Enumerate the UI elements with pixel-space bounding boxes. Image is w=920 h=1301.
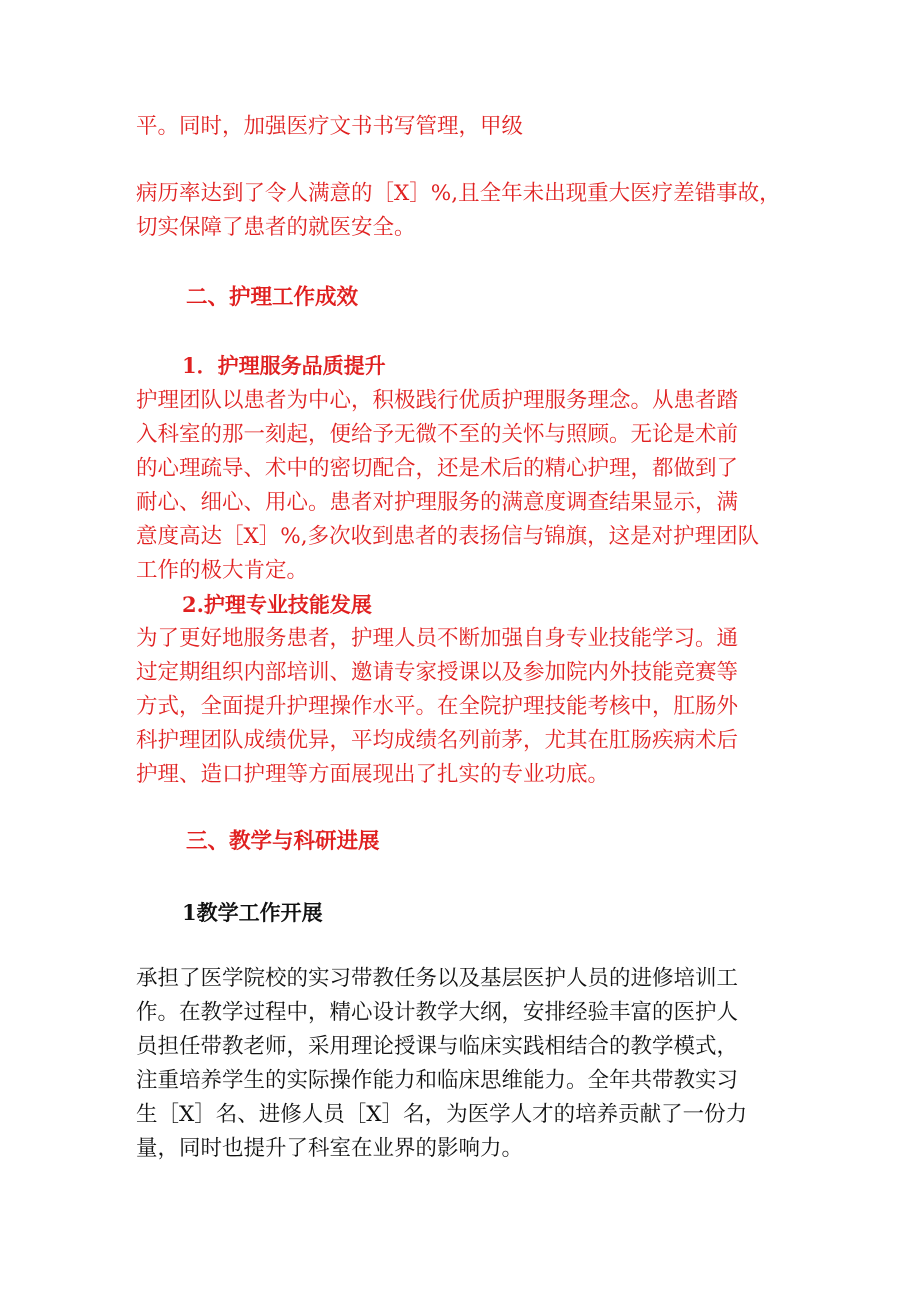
paragraph-line: 员担任带教老师，采用理论授课与临床实践相结合的教学模式，: [136, 1034, 739, 1059]
paragraph-line: 平。同时，加强医疗文书书写管理，甲级: [136, 114, 524, 139]
subsection-title: 1教学工作开展: [182, 900, 323, 925]
paragraph-line: 方式，全面提升护理操作水平。在全院护理技能考核中，肛肠外: [136, 694, 739, 719]
paragraph-line: 病历率达到了令人满意的［X］%,且全年未出现重大医疗差错事故，: [136, 181, 781, 206]
paragraph-line: 护理、造口护理等方面展现出了扎实的专业功底。: [136, 762, 610, 787]
paragraph-line: 作。在教学过程中，精心设计教学大纲，安排经验丰富的医护人: [136, 1000, 739, 1025]
paragraph-line: 过定期组织内部培训、邀请专家授课以及参加院内外技能竞赛等: [136, 660, 739, 685]
paragraph-line: 生［X］名、进修人员［X］名，为医学人才的培养贡献了一份力: [136, 1102, 748, 1127]
paragraph-line: 承担了医学院校的实习带教任务以及基层医护人员的进修培训工: [136, 966, 739, 991]
paragraph-line: 注重培养学生的实际操作能力和临床思维能力。全年共带教实习: [136, 1068, 739, 1093]
subsection-title: 2.护理专业技能发展: [182, 592, 372, 617]
paragraph-line: 护理团队以患者为中心，积极践行优质护理服务理念。从患者踏: [136, 388, 739, 413]
paragraph-line: 意度高达［X］%,多次收到患者的表扬信与锦旗，这是对护理团队: [136, 524, 760, 549]
section-heading: 二、护理工作成效: [186, 285, 359, 310]
paragraph-line: 切实保障了患者的就医安全。: [136, 215, 416, 240]
paragraph-line: 的心理疏导、术中的密切配合，还是术后的精心护理，都做到了: [136, 456, 739, 481]
paragraph-line: 入科室的那一刻起，便给予无微不至的关怀与照顾。无论是术前: [136, 422, 739, 447]
paragraph-line: 科护理团队成绩优异，平均成绩名列前茅，尤其在肛肠疾病术后: [136, 728, 739, 753]
paragraph-line: 为了更好地服务患者，护理人员不断加强自身专业技能学习。通: [136, 626, 739, 651]
paragraph-line: 耐心、细心、用心。患者对护理服务的满意度调查结果显示，满: [136, 490, 739, 515]
section-heading: 三、教学与科研进展: [186, 829, 380, 854]
subsection-title: 1．护理服务品质提升: [182, 353, 386, 378]
paragraph-line: 量，同时也提升了科室在业界的影响力。: [136, 1136, 524, 1161]
paragraph-line: 工作的极大肯定。: [136, 558, 309, 583]
